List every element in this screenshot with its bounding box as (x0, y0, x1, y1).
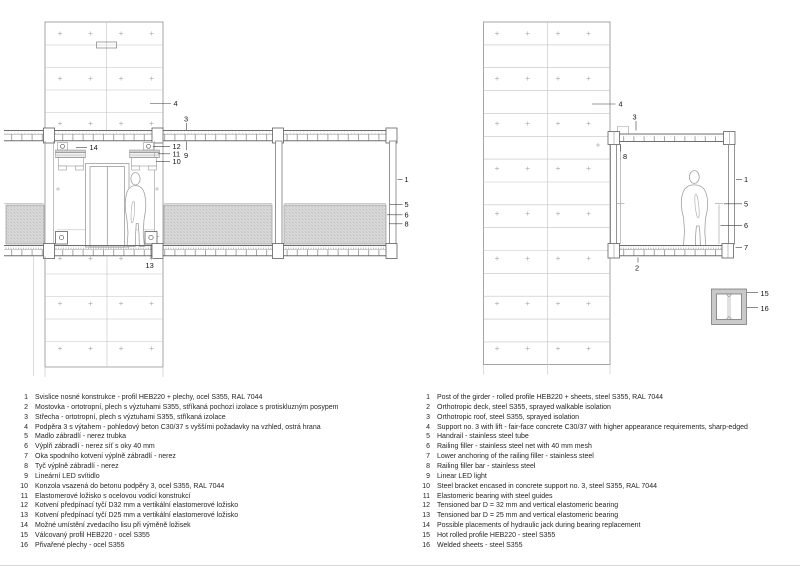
legend-item-text: Hot rolled profile HEB220 - steel S355 (437, 532, 556, 540)
legend-item (406, 472, 798, 482)
railing-mesh-panel (6, 205, 44, 244)
legend-item-number: 4 (24, 423, 28, 431)
legend-item-text: Výplň zábradlí - nerez síť s oky 40 mm (35, 443, 155, 451)
tensioned-bar-anchor (147, 144, 151, 148)
steel-bracket (59, 158, 84, 166)
legend-item (8, 521, 400, 531)
legend-item (8, 492, 400, 502)
legend-item-number: 11 (20, 492, 28, 500)
legend-item (406, 511, 798, 521)
legend-item-number: 10 (422, 482, 430, 490)
legend-item-number: 1 (426, 394, 430, 401)
legend-item-text: Podpěra 3 s výtahem - pohledový beton C30/37 s vyššími požadavky na vzhled, ostrá hrana (35, 423, 321, 431)
callout-label: 2 (635, 263, 640, 273)
legend-item (8, 432, 400, 442)
legend-item-number: 2 (426, 403, 430, 411)
legend-item-number: 9 (426, 472, 430, 480)
heb-profile-detail (712, 289, 747, 325)
legend-item (406, 531, 798, 541)
bearing-assembly-right (130, 143, 160, 171)
legend-item (406, 452, 798, 462)
legend-item-text: Přivařené plechy - ocel S355 (35, 541, 125, 549)
legend-item-text: Handrail - stainless steel tube (437, 433, 529, 441)
legend-item (8, 452, 400, 462)
callout-label: 9 (184, 151, 189, 160)
right-drawing-elevation (484, 22, 769, 375)
legend-item (406, 413, 798, 423)
heb-post (276, 141, 283, 246)
legend-item-number: 15 (422, 532, 430, 540)
orthotropic-roof-band (4, 128, 397, 143)
callout-label: 15 (760, 289, 769, 298)
legend-item-text: Madlo zábradlí - nerez trubka (35, 433, 127, 441)
elastomeric-bearing (56, 153, 86, 158)
legend-item-number: 7 (24, 453, 28, 461)
legend-item-text: Oka spodního kotvení výplně zábradlí - nerez (35, 453, 176, 461)
legend-item-number: 2 (24, 403, 28, 411)
callout-label: 16 (760, 304, 769, 313)
legend-item-number: 13 (20, 512, 28, 520)
legend-item (406, 442, 798, 452)
legend-item-text: Railing filler bar - stainless steel (437, 463, 536, 471)
steel-bracket (132, 158, 157, 166)
legend-item-text: Válcovaný profil HEB220 - ocel S355 (35, 532, 150, 540)
legend-item (406, 521, 798, 531)
callout-label: 5 (404, 200, 409, 209)
legend-item-text: Railing filler - stainless steel net with 40 mm mesh (437, 443, 592, 451)
legend-item (8, 511, 400, 521)
callout-label: 5 (744, 199, 749, 209)
legend-item-text: Post of the girder - rolled profile HEB220 + sheets, steel S355, RAL 7044 (437, 394, 664, 401)
tensioned-bar-anchor (61, 144, 65, 148)
legend-item-text: Kotvení předpínací tyčí D32 mm a vertikální elastomerové ložisko (35, 502, 239, 510)
legend-item-number: 5 (24, 433, 28, 441)
legend-item-number: 14 (20, 522, 28, 530)
legend-item (406, 541, 798, 551)
legend-item-text: Konzola vsazená do betonu podpěry 3, ocel S355, RAL 7044 (35, 482, 225, 490)
callout-label: 13 (145, 261, 154, 270)
person-silhouette (125, 173, 146, 247)
legend-item (8, 501, 400, 511)
legend-czech (8, 393, 400, 551)
deck-band-elevation (608, 244, 734, 259)
legend-item-number: 5 (426, 433, 430, 441)
legend-item-number: 3 (426, 413, 430, 421)
callout-label: 3 (184, 114, 189, 124)
legend-english (406, 393, 798, 551)
legend-item (406, 432, 798, 442)
legend-item-number: 10 (20, 482, 28, 490)
legend-item-number: 3 (24, 413, 28, 421)
callout-label: 4 (618, 99, 623, 109)
legend-item (406, 492, 798, 502)
callout-label: 4 (173, 99, 178, 108)
callout-label: 12 (172, 142, 181, 151)
legend-item (8, 423, 400, 433)
legend-item-number: 16 (20, 541, 28, 549)
legend-item (8, 393, 400, 403)
legend-item (8, 482, 400, 492)
callout-label: 11 (172, 149, 181, 159)
legend-item (406, 423, 798, 433)
legend-item (8, 403, 400, 413)
legend-item-text: Support no. 3 with lift - fair-face concrete C30/37 with higher appearance requirements, sharp-edged (437, 423, 748, 431)
legend-item-number: 8 (426, 463, 430, 471)
railing-mesh-panel (164, 205, 272, 244)
legend-item-text: Elastomeric bearing with steel guides (437, 492, 553, 500)
legend-item-number: 8 (24, 463, 28, 471)
callout-label: 3 (632, 112, 637, 122)
callout-label: 8 (623, 152, 628, 161)
callout-label: 8 (404, 219, 409, 229)
left-drawing-section (4, 22, 409, 377)
legend-item-text: Possible placements of hydraulic jack during bearing replacement (437, 522, 641, 530)
roof-band-elevation (608, 127, 735, 145)
legend-item-text: Střecha - ortotropní, plech s výztuhami S355, stříkaná izolace (35, 413, 226, 421)
callout-label: 14 (89, 143, 98, 152)
legend-item (406, 403, 798, 413)
legend-item-number: 1 (24, 394, 28, 401)
legend-item-text: Linear LED light (437, 472, 487, 480)
railing-bars (617, 145, 724, 245)
legend-item-text: Orthotropic roof, steel S355, sprayed isolation (437, 413, 580, 421)
legend-item-text: Možné umístění zvedacího lisu při výměně ložisek (35, 522, 191, 530)
legend-item-text: Kotvení předpínací tyčí D25 mm a vertikální elastomerové ložisko (35, 512, 239, 520)
bearing-assembly-left (56, 143, 86, 171)
legend-item (406, 501, 798, 511)
orthotropic-deck-band (4, 244, 397, 259)
legend-item-number: 15 (20, 532, 28, 540)
legend-item-number: 12 (20, 502, 28, 510)
legend-item-text: Lower anchoring of the railing filler - stainless steel (437, 453, 594, 461)
legend-item (406, 393, 798, 403)
heb-post (390, 141, 397, 246)
legend-item-number: 16 (422, 541, 430, 549)
legend-item-number: 11 (422, 492, 430, 500)
callout-label: 1 (744, 175, 749, 184)
elevator-door (86, 164, 130, 248)
legend-item (8, 531, 400, 541)
legend-item-text: Orthotropic deck, steel S355, sprayed walkable isolation (437, 403, 611, 411)
legend-item (8, 413, 400, 423)
legend-item (8, 541, 400, 551)
legend-item-text: Tensioned bar D = 32 mm and vertical elastomeric bearing (437, 502, 619, 510)
callout-label: 10 (172, 157, 181, 166)
legend-item (8, 472, 400, 482)
callout-label: 6 (404, 210, 409, 220)
legend-item (406, 482, 798, 492)
legend-item-text: Mostovka - ortotropní, plech s výztuhami S355, stříkaná pochozí izolace s protiskluzným posypem (35, 403, 339, 411)
legend-item-number: 14 (422, 522, 430, 530)
posts-elevation (611, 145, 735, 245)
callout-label: 6 (744, 221, 749, 230)
legend-item (8, 442, 400, 452)
railing-mesh-panel (284, 205, 386, 244)
callout-label: 7 (744, 243, 749, 252)
legend-item-text: Lineární LED svítidlo (35, 472, 100, 480)
legend-item-number: 12 (422, 502, 430, 510)
concrete-support-upper (45, 22, 163, 131)
legend-item-number: 6 (24, 443, 28, 451)
concrete-support-lower (34, 257, 164, 378)
legend-item-number: 7 (426, 453, 430, 461)
legend-item-text: Elastomerové ložisko s ocelovou vodicí konstrukcí (35, 492, 191, 500)
legend-item-text: Steel bracket encased in concrete support no. 3, steel S355, RAL 7044 (437, 482, 657, 490)
person-silhouette (681, 171, 707, 246)
legend-item-number: 9 (24, 472, 28, 480)
legend-item-number: 6 (426, 443, 430, 451)
legend-item-number: 4 (426, 423, 430, 431)
legend-item (8, 462, 400, 472)
elastomeric-bearing (130, 153, 160, 158)
legend-item-text: Tyč výplně zábradlí - nerez (35, 463, 119, 471)
legend-item-text: Tensioned bar D = 25 mm and vertical elastomeric bearing (437, 512, 619, 520)
legend-item (406, 462, 798, 472)
legend-item-text: Welded sheets - steel S355 (437, 541, 523, 549)
concrete-support-elevation (484, 22, 611, 375)
legend-item-number: 13 (422, 512, 430, 520)
legend-item-text: Svislice nosné konstrukce - profil HEB220 + plechy, ocel S355, RAL 7044 (35, 394, 263, 401)
callout-label: 1 (404, 175, 409, 184)
